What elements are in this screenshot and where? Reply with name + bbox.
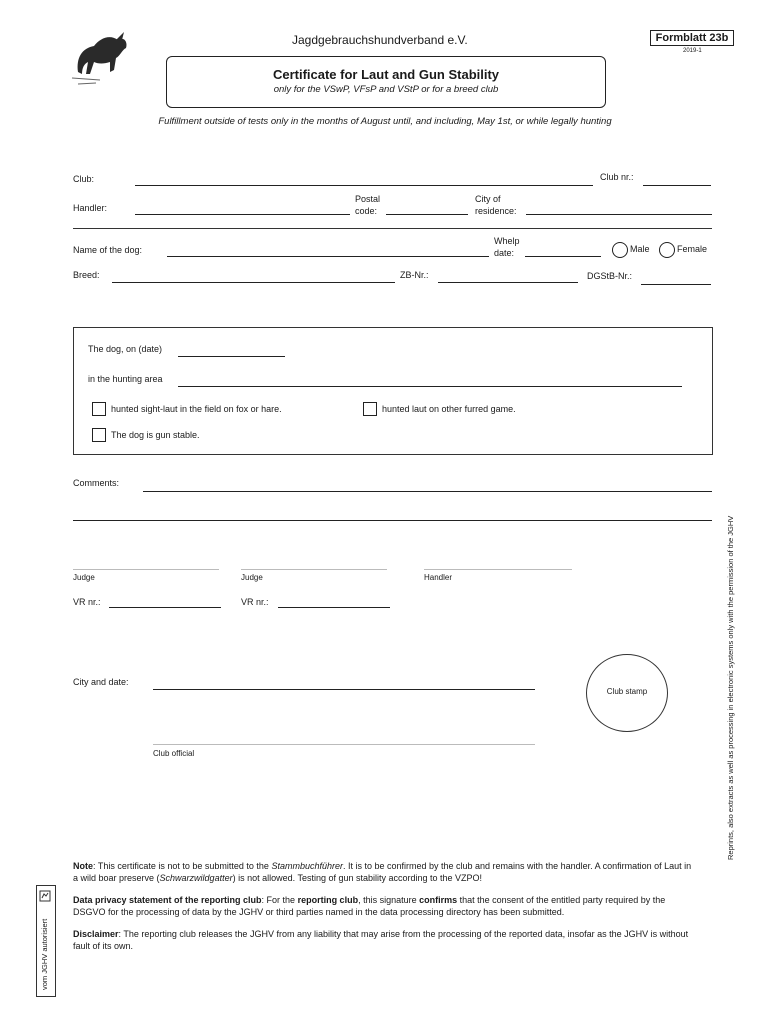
city-label	[475, 193, 517, 217]
handler-label: Handler:	[73, 203, 108, 213]
note-paragraph	[73, 860, 693, 884]
title-box	[166, 56, 606, 108]
jghv-logo-icon	[70, 28, 132, 90]
comments-label: Comments:	[73, 478, 120, 488]
male-label: Male	[630, 244, 650, 254]
club-label: Club:	[73, 174, 95, 184]
city-date-field[interactable]	[153, 689, 535, 690]
handler-sign-label: Handler	[424, 573, 453, 582]
club-nr-label: Club nr.:	[600, 172, 634, 182]
org-name: Jagdgebrauchshundverband e.V.	[292, 33, 468, 47]
disclaimer-label: Disclaimer	[73, 929, 119, 939]
female-label: Female	[677, 244, 708, 254]
club-official-signature-line[interactable]	[153, 744, 535, 745]
judge1-label: Judge	[73, 573, 95, 582]
vr-nr1-label: VR nr.:	[73, 597, 101, 607]
privacy-text-d: confirms	[419, 895, 458, 905]
dgstb-nr-field[interactable]	[641, 284, 711, 285]
city-date-label: City and date:	[73, 677, 129, 687]
privacy-text-e: that the consent of the entitled party required by the DSGVO for the processing of data by the JGHV or third parties named in the data processing directory has been submitted.	[73, 895, 666, 917]
dog-name-field[interactable]	[167, 256, 489, 257]
comments-field-line2[interactable]	[73, 520, 712, 521]
handler-field[interactable]	[135, 214, 350, 215]
disclaimer-paragraph	[73, 928, 693, 952]
page-title: Certificate for Laut and Gun Stability	[272, 67, 500, 82]
postal-code-field[interactable]	[386, 214, 468, 215]
page-subtitle: only for the VSwP, VFsP and VStP or for a breed club	[273, 84, 499, 95]
judge1-signature-line[interactable]	[73, 569, 219, 570]
fox-hare-label: hunted sight-laut in the field on fox or hare.	[111, 404, 282, 414]
club-nr-field[interactable]	[643, 185, 711, 186]
note-text-d: Schwarzwildgatter	[159, 873, 233, 883]
male-radio[interactable]	[612, 242, 628, 258]
club-stamp-circle	[586, 654, 668, 732]
vr-nr2-field[interactable]	[278, 607, 390, 608]
note-text-b: Stammbuchführer	[271, 861, 343, 871]
dgstb-nr-label: DGStB-Nr.:	[587, 271, 633, 281]
privacy-text-a: : For the	[261, 895, 298, 905]
privacy-paragraph	[73, 894, 693, 918]
note-text-c: . It is to be confirmed by the club and remains with the handler. A confirmation of Laut in a wild boar preserve (	[73, 861, 692, 883]
hunting-area-label: in the hunting area	[88, 374, 163, 384]
judge2-signature-line[interactable]	[241, 569, 387, 570]
club-stamp-label: Club stamp	[606, 687, 648, 696]
other-game-checkbox[interactable]	[363, 402, 377, 416]
note-label: Note	[73, 861, 93, 871]
jghv-authorized-text: vom JGHV autorisiert	[40, 918, 49, 990]
city-field[interactable]	[526, 214, 712, 215]
postal-code-label	[355, 193, 380, 217]
postal-code-label-line2: code:	[355, 206, 378, 216]
female-radio[interactable]	[659, 242, 675, 258]
breed-label: Breed:	[73, 270, 100, 280]
club-official-label: Club official	[153, 749, 195, 758]
postal-code-label-line1: Postal	[355, 194, 381, 204]
form-version: 2019-1	[683, 48, 702, 54]
form-id: Formblatt 23b	[650, 30, 734, 46]
gun-stable-checkbox[interactable]	[92, 428, 106, 442]
handler-signature-line[interactable]	[424, 569, 572, 570]
city-label-line1: City of	[475, 194, 501, 204]
vr-nr1-field[interactable]	[109, 607, 221, 608]
fox-hare-checkbox[interactable]	[92, 402, 106, 416]
whelp-label-line1: Whelp	[494, 236, 520, 246]
privacy-text-c: , this signature	[358, 895, 420, 905]
privacy-text-b: reporting club	[297, 895, 359, 905]
judge2-label: Judge	[241, 573, 263, 582]
dog-on-date-label: The dog, on (date)	[88, 344, 163, 354]
other-game-label: hunted laut on other furred game.	[382, 404, 516, 414]
whelp-label-line2: date:	[494, 248, 515, 258]
vr-nr2-label: VR nr.:	[241, 597, 269, 607]
disclaimer-text: : The reporting club releases the JGHV from any liability that may arise from the processing of the reported data, insofar as the JGHV is without fault of its own.	[73, 929, 689, 951]
zb-nr-label: ZB-Nr.:	[400, 270, 429, 280]
club-field[interactable]	[135, 185, 593, 186]
dog-on-date-field[interactable]	[178, 356, 285, 357]
notes-section	[73, 860, 693, 960]
note-text-a: : This certificate is not to be submitted to the	[93, 861, 272, 871]
zb-nr-field[interactable]	[438, 282, 578, 283]
fulfillment-note: Fulfillment outside of tests only in the months of August until, and including, May 1st, or while legally hunting	[158, 116, 612, 127]
reprint-notice: Reprints, also extracts as well as processing in electronic systems only with the permission of the JGHV	[726, 515, 735, 860]
breed-field[interactable]	[112, 282, 395, 283]
city-label-line2: residence:	[475, 206, 517, 216]
gun-stable-label: The dog is gun stable.	[111, 430, 200, 440]
dog-name-label: Name of the dog:	[73, 245, 143, 255]
privacy-label: Data privacy statement of the reporting club	[73, 895, 262, 905]
divider	[73, 228, 712, 229]
hunting-area-field[interactable]	[178, 386, 682, 387]
note-text-e: ) is not allowed. Testing of gun stability according to the VZPO!	[232, 873, 483, 883]
whelp-date-field[interactable]	[525, 256, 601, 257]
comments-field-line1[interactable]	[143, 491, 712, 492]
whelp-date-label	[494, 235, 520, 259]
